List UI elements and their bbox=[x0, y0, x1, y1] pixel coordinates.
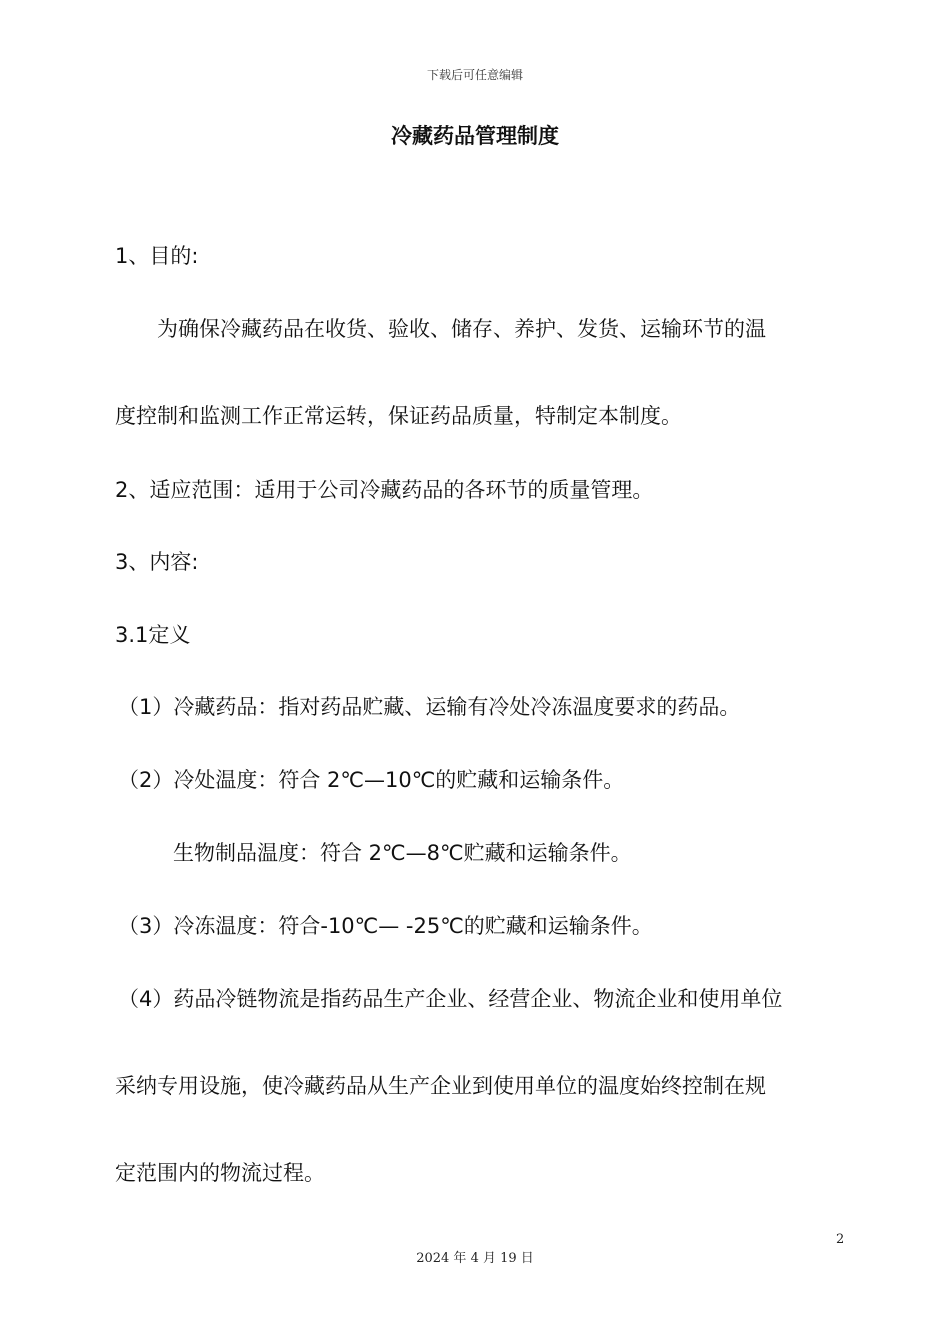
content-heading: 3、内容: bbox=[115, 550, 199, 574]
definition-item-4-line-3: 定范围内的物流过程。 bbox=[115, 1161, 325, 1185]
definition-item-1: （1）冷藏药品：指对药品贮藏、运输有冷处冷冻温度要求的药品。 bbox=[118, 695, 741, 719]
purpose-heading: 1、目的: bbox=[115, 244, 199, 268]
definition-item-4-line-1: （4）药品冷链物流是指药品生产企业、经营企业、物流企业和使用单位 bbox=[118, 987, 783, 1011]
definition-item-4-line-2: 采纳专用设施，使冷藏药品从生产企业到使用单位的温度始终控制在规 bbox=[115, 1074, 766, 1098]
footer-date: 2024 年 4 月 19 日 bbox=[416, 1251, 534, 1266]
definition-item-2: （2）冷处温度：符合 2℃—10℃的贮藏和运输条件。 bbox=[118, 768, 625, 792]
header-note: 下载后可任意编辑 bbox=[426, 68, 523, 82]
page-number: 2 bbox=[836, 1232, 845, 1247]
purpose-text-line-1: 为确保冷藏药品在收货、验收、储存、养护、发货、运输环节的温 bbox=[157, 317, 766, 341]
definition-item-3: （3）冷冻温度：符合-10℃— -25℃的贮藏和运输条件。 bbox=[118, 914, 653, 938]
definition-heading: 3.1定义 bbox=[115, 623, 191, 647]
document-title: 冷藏药品管理制度 bbox=[391, 124, 559, 148]
scope-paragraph: 2、适应范围：适用于公司冷藏药品的各环节的质量管理。 bbox=[115, 478, 654, 502]
purpose-text-line-2: 度控制和监测工作正常运转，保证药品质量，特制定本制度。 bbox=[115, 404, 682, 428]
definition-item-2-biologics: 生物制品温度：符合 2℃—8℃贮藏和运输条件。 bbox=[173, 841, 632, 865]
